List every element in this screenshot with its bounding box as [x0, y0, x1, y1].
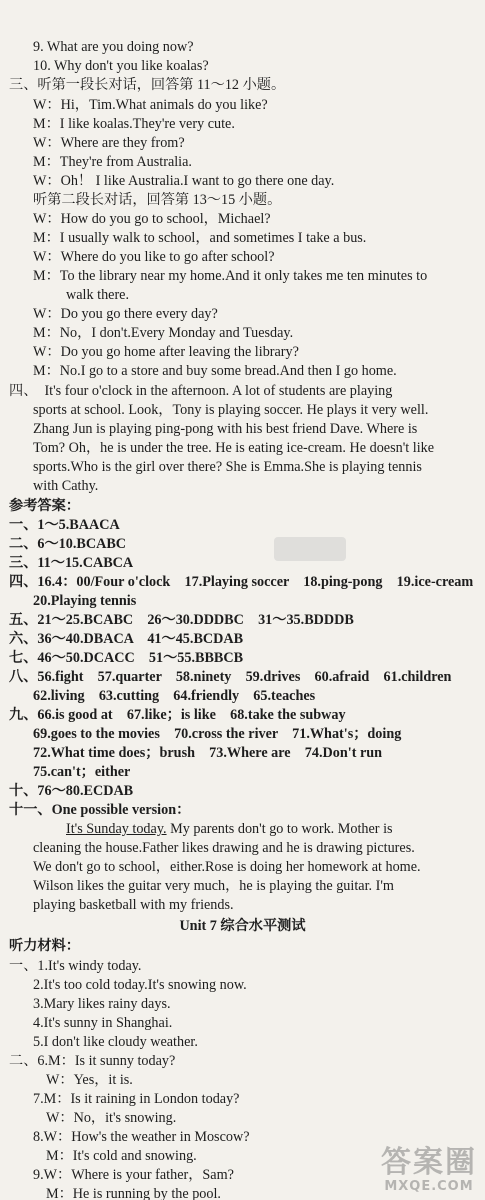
listening-line: 一、1.It's windy today. [9, 958, 142, 974]
dialogue-line: W：Hi，Tim.What animals do you like? [33, 97, 268, 113]
listening-line: W：Yes，it is. [46, 1072, 133, 1088]
answer-line: 20.Playing tennis [33, 593, 137, 609]
section-heading: 听第二段长对话，回答第 13～15 小题。 [33, 192, 282, 208]
listening-line: M：It's cold and snowing. [46, 1148, 197, 1164]
listening-line: 9.W：Where is your father，Sam? [33, 1167, 234, 1183]
answer-line: 六、36～40.DBACA 41～45.BCDAB [9, 631, 244, 647]
answer-line: 一、1～5.BAACA [9, 517, 120, 533]
essay-text: My parents don't go to work. Mother is [166, 821, 393, 837]
text-line: 9. What are you doing now? [33, 39, 194, 55]
listening-heading: 听力材料： [9, 938, 80, 954]
dialogue-line: M：No，I don't.Every Monday and Tuesday. [33, 325, 294, 341]
dialogue-line: M：No.I go to a store and buy some bread.And then I go home. [33, 363, 397, 379]
essay-line: playing basketball with my friends. [33, 897, 234, 913]
listening-line: M：He is running by the pool. [46, 1186, 221, 1200]
answer-line: 69.goes to the movies 70.cross the river 71.What's；doing [33, 726, 402, 742]
listening-line: 二、6.M：Is it sunny today? [9, 1053, 176, 1069]
dialogue-line: walk there. [66, 287, 130, 303]
watermark-url: MXQE.COM [384, 1179, 474, 1194]
passage-line: Zhang Jun is playing ping-pong with his best friend Dave. Where is [33, 421, 418, 437]
essay-line: cleaning the house.Father likes drawing and he is drawing pictures. [33, 840, 415, 856]
passage-line: with Cathy. [33, 478, 99, 494]
stamp-seal [274, 537, 346, 561]
answer-line: 二、6～10.BCABC [9, 536, 127, 552]
answer-line: 七、46～50.DCACC 51～55.BBBCB [9, 650, 244, 666]
answer-line: 72.What time does；brush 73.Where are 74.Don't run [33, 745, 383, 761]
unit-title: Unit 7 综合水平测试 [179, 918, 306, 934]
listening-line: 3.Mary likes rainy days. [33, 996, 171, 1012]
listening-line: 5.I don't like cloudy weather. [33, 1034, 198, 1050]
answer-line: 三、11～15.CABCA [9, 555, 134, 571]
listening-line: 8.W：How's the weather in Moscow? [33, 1129, 250, 1145]
dialogue-line: W：How do you go to school，Michael? [33, 211, 271, 227]
answer-line: 十一、One possible version： [9, 802, 191, 818]
dialogue-line: W：Where do you like to go after school? [33, 249, 275, 265]
passage-line: sports.Who is the girl over there? She is Emma.She is playing tennis [33, 459, 422, 475]
answer-line: 四、16.4：00/Four o'clock 17.Playing soccer 18.ping-pong 19.ice-cream [9, 574, 474, 590]
dialogue-line: M：I usually walk to school，and sometimes I take a bus. [33, 230, 367, 246]
answer-line: 62.living 63.cutting 64.friendly 65.teaches [33, 688, 316, 704]
passage-line: sports at school. Look，Tony is playing soccer. He plays it very well. [33, 402, 429, 418]
text-line: 10. Why don't you like koalas? [33, 58, 209, 74]
dialogue-line: M：I like koalas.They're very cute. [33, 116, 235, 132]
dialogue-line: W：Where are they from? [33, 135, 185, 151]
answer-line: 八、56.fight 57.quarter 58.ninety 59.drives 60.afraid 61.children [9, 669, 452, 685]
section-heading: 三、听第一段长对话，回答第 11～12 小题。 [9, 77, 286, 93]
listening-line: 4.It's sunny in Shanghai. [33, 1015, 173, 1031]
answer-key-heading: 参考答案： [9, 498, 80, 514]
dialogue-line: M：To the library near my home.And it only takes me ten minutes to [33, 268, 428, 284]
answer-line: 十、76～80.ECDAB [9, 783, 134, 799]
passage-line: Tom? Oh，he is under the tree. He is eating ice-cream. He doesn't like [33, 440, 435, 456]
passage-line: 四、 It's four o'clock in the afternoon. A lot of students are playing [9, 383, 393, 399]
essay-line [66, 820, 485, 838]
watermark-text: 答案圈 [381, 1145, 477, 1180]
dialogue-line: W：Do you go there every day? [33, 306, 218, 322]
watermark-logo [381, 1147, 477, 1194]
listening-line: 7.M：Is it raining in London today? [33, 1091, 240, 1107]
answer-line: 75.can't；either [33, 764, 131, 780]
answer-line: 九、66.is good at 67.like；is like 68.take the subway [9, 707, 346, 723]
essay-line: We don't go to school，either.Rose is doing her homework at home. [33, 859, 421, 875]
answer-line: 五、21～25.BCABC 26～30.DDDBC 31～35.BDDDB [9, 612, 354, 628]
essay-line: Wilson likes the guitar very much，he is playing the guitar. I'm [33, 878, 394, 894]
dialogue-line: W：Do you go home after leaving the library? [33, 344, 299, 360]
listening-line: 2.It's too cold today.It's snowing now. [33, 977, 247, 993]
dialogue-line: M：They're from Australia. [33, 154, 192, 170]
listening-line: W：No，it's snowing. [46, 1110, 177, 1126]
dialogue-line: W：Oh！ I like Australia.I want to go there one day. [33, 173, 335, 189]
essay-underlined-start: It's Sunday today. [66, 821, 167, 837]
